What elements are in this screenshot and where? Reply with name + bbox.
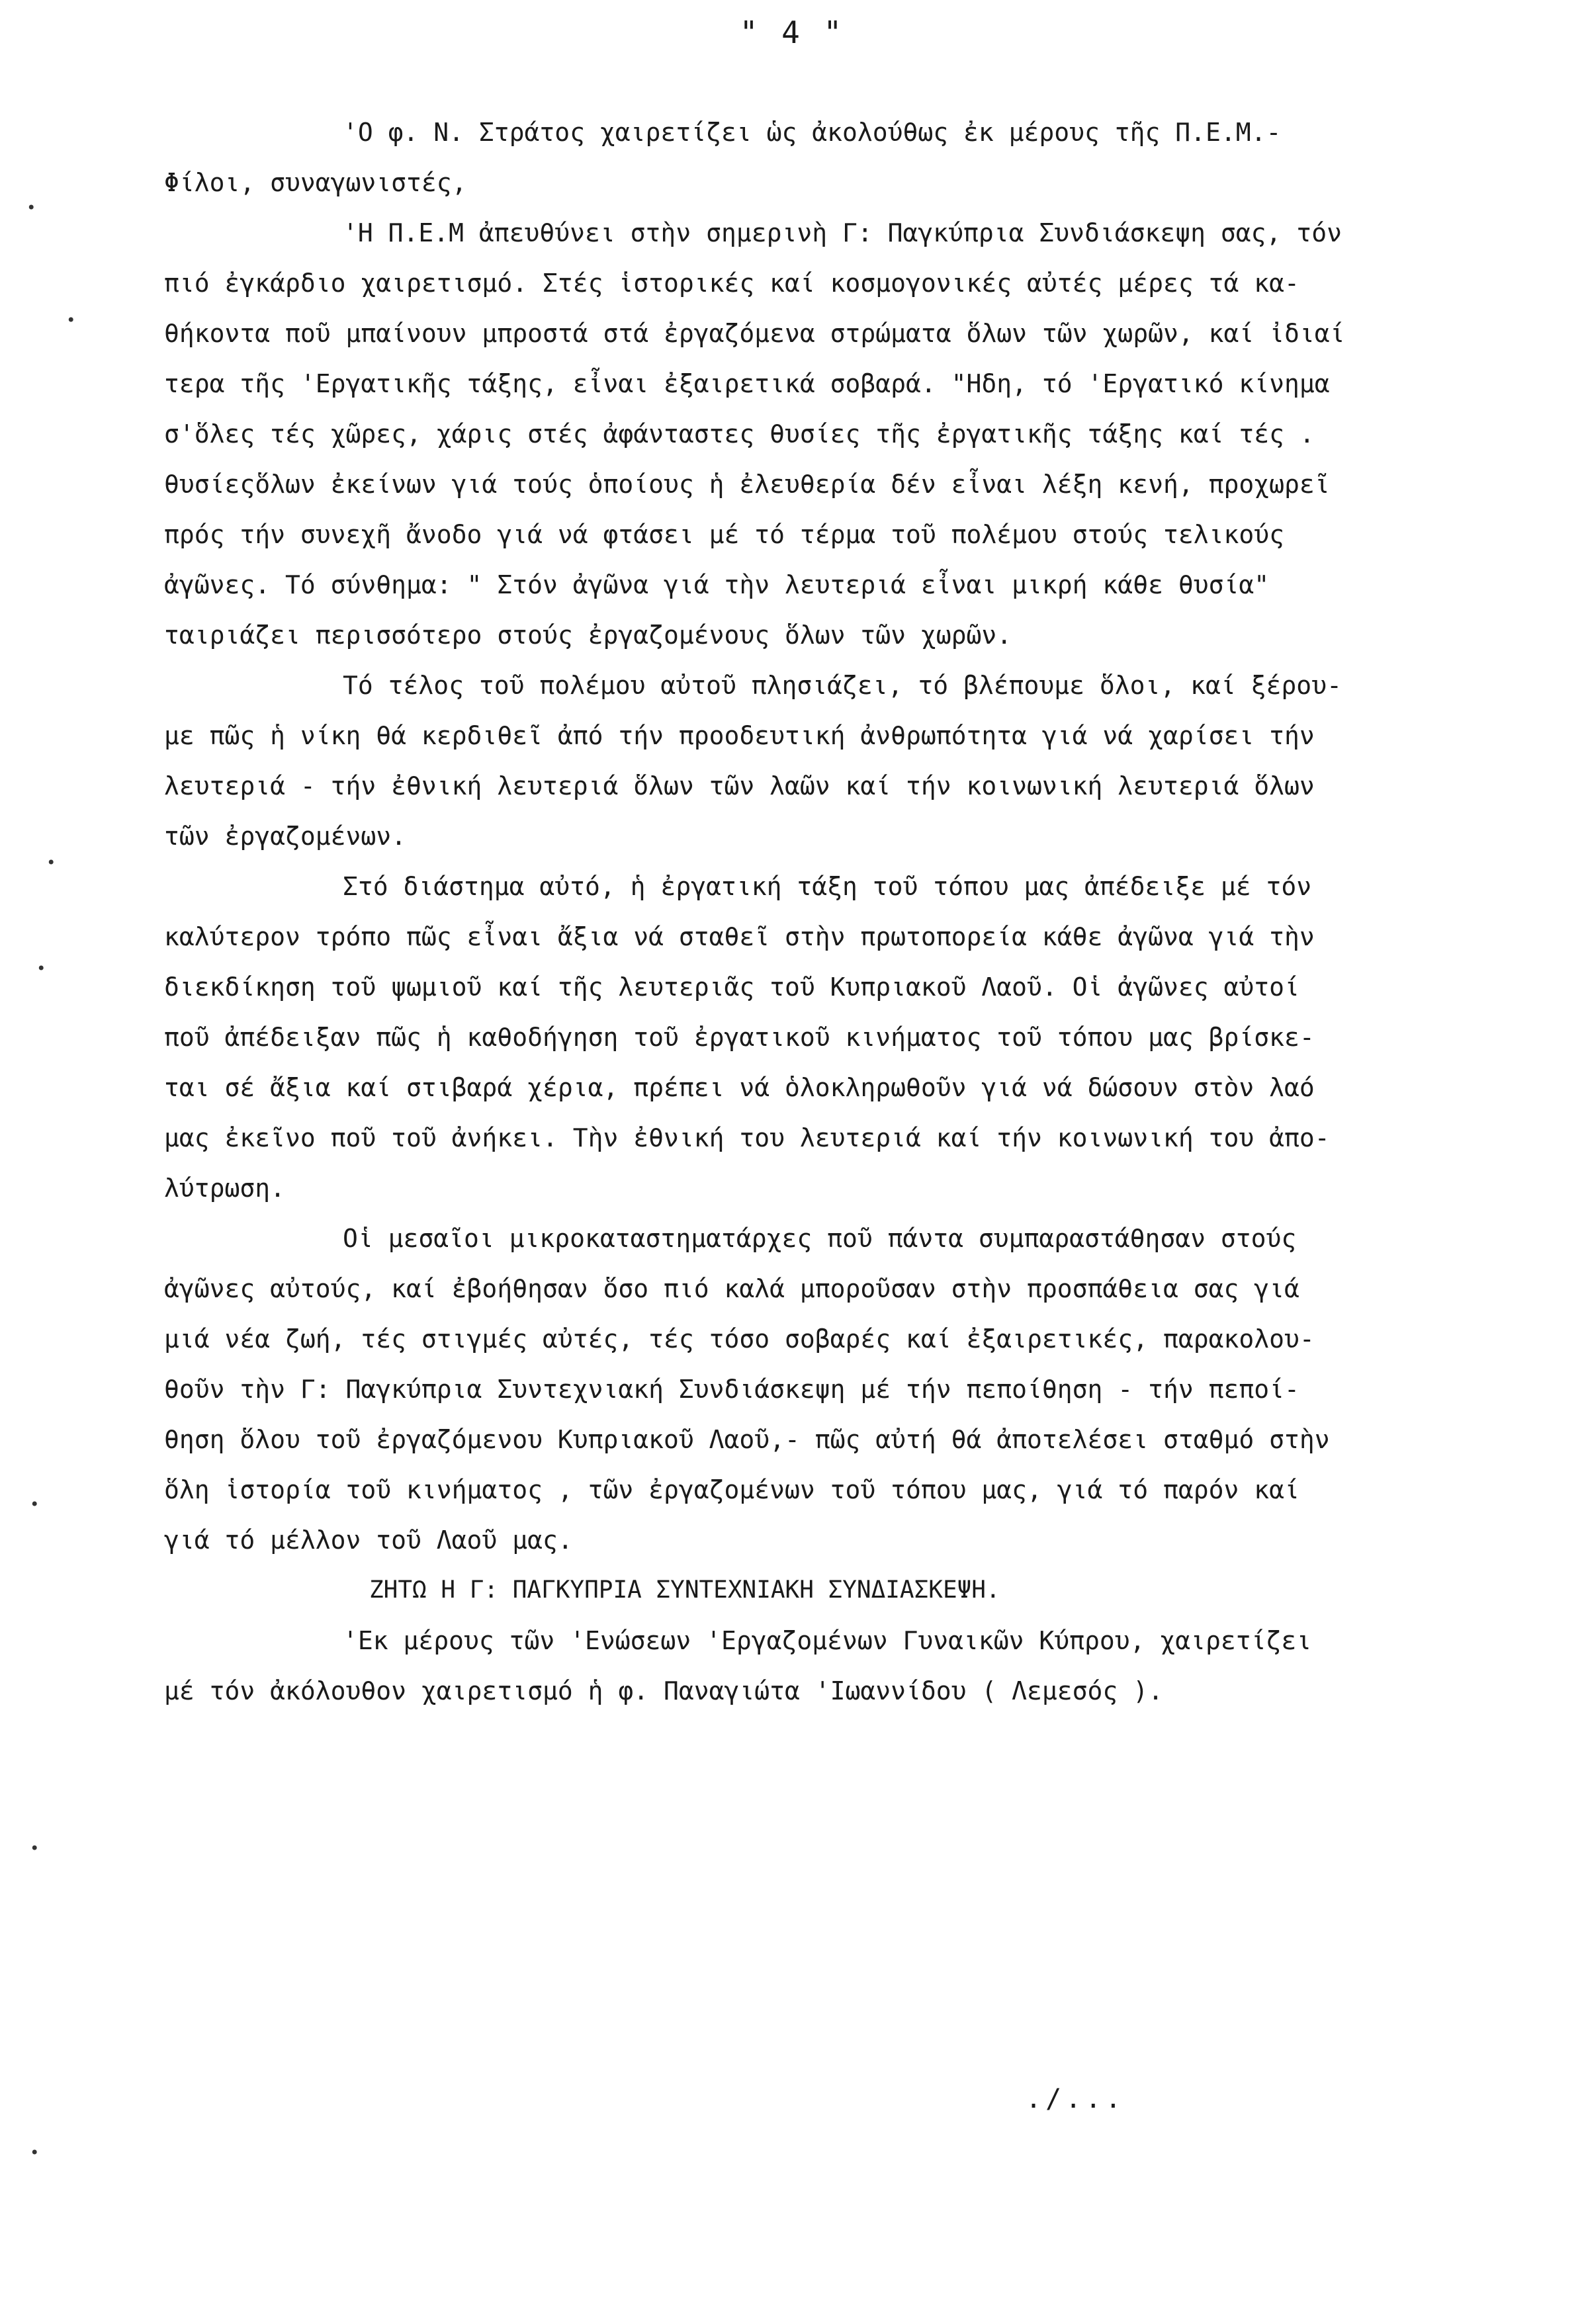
paragraph-line: ὅλη ἱστορία τοῦ κινήματος , τῶν ἐργαζομένων τοῦ τόπου μας, γιά τό παρόν καί [164,1475,1299,1504]
paragraph-line: θηση ὅλου τοῦ ἐργαζόμενου Κυπριακοῦ Λαοῦ,- πῶς αὐτή θά ἀποτελέσει σταθμό στὴν [164,1425,1330,1454]
paragraph-line: διεκδίκηση τοῦ ψωμιοῦ καί τῆς λευτεριᾶς τοῦ Κυπριακοῦ Λαοῦ. Οἱ ἀγῶνες αὐτοί [164,972,1299,1002]
paragraph-line: 'Ο φ. Ν. Στράτος χαιρετίζει ὡς ἀκολούθως ἐκ μέρους τῆς Π.Ε.Μ.- [343,118,1282,147]
paragraph-line: ἀγῶνες. Τό σύνθημα: " Στόν ἀγῶνα γιά τὴν λευτεριά εἶναι μικρή κάθε θυσία" [164,570,1270,599]
paragraph-line: Στό διάστημα αὐτό, ἡ ἐργατική τάξη τοῦ τόπου μας ἀπέδειξε μέ τόν [343,872,1312,901]
paragraph-line: μιά νέα ζωή, τές στιγμές αὐτές, τές τόσο σοβαρές καί ἐξαιρετικές, παρακολου- [164,1324,1315,1354]
paragraph-line: θήκοντα ποῦ μπαίνουν μπροστά στά ἐργαζόμενα στρώματα ὅλων τῶν χωρῶν, καί ἰδιαί [164,319,1345,348]
paragraph-line: λύτρωση. [164,1174,286,1203]
paragraph-line: καλύτερον τρόπο πῶς εἶναι ἄξια νά σταθεῖ στὴν πρωτοπορεία κάθε ἀγῶνα γιά τὴν [164,922,1315,951]
paragraph-line: 'Εκ μέρους τῶν 'Ενώσεων 'Εργαζομένων Γυναικῶν Κύπρου, χαιρετίζει [343,1626,1312,1655]
paragraph-line: ἀγῶνες αὐτούς, καί ἐβοήθησαν ὅσο πιό καλά μποροῦσαν στὴν προσπάθεια σας γιά [164,1274,1299,1303]
paragraph-line: με πῶς ἡ νίκη θά κερδιθεῖ ἀπό τήν προοδευτική ἀνθρωπότητα γιά νά χαρίσει τήν [164,721,1315,750]
margin-dot: • [30,1839,40,1858]
margin-dot: • [26,198,36,217]
paragraph-line: 'Η Π.Ε.Μ ἀπευθύνει στὴν σημερινὴ Γ: Παγκύπρια Συνδιάσκεψη σας, τόν [343,218,1342,247]
margin-dot: • [30,1495,40,1514]
paragraph-line: γιά τό μέλλον τοῦ Λαοῦ μας. [164,1526,573,1555]
paragraph-line: θυσίεςὅλων ἐκείνων γιά τούς ὁποίους ἡ ἐλευθερία δέν εἶναι λέξη κενή, προχωρεῖ [164,470,1330,499]
paragraph-line: τῶν ἐργαζομένων. [164,822,407,851]
paragraph-line: θοῦν τὴν Γ: Παγκύπρια Συντεχνιακή Συνδιάσκεψη μέ τήν πεποίθηση - τήν πεποί- [164,1375,1299,1404]
paragraph-line: μέ τόν ἀκόλουθον χαιρετισμό ἡ φ. Παναγιώτα 'Ιωαννίδου ( Λεμεσός ). [164,1676,1163,1705]
margin-dot: • [36,959,46,978]
paragraph-line: πρός τήν συνεχῆ ἄνοδο γιά νά φτάσει μέ τό τέρμα τοῦ πολέμου στούς τελικούς [164,520,1284,549]
margin-dot: • [66,311,76,329]
paragraph-line: ται σέ ἄξια καί στιβαρά χέρια, πρέπει νά ὁλοκληρωθοῦν γιά νά δώσουν στὸν λαό [164,1073,1315,1102]
paragraph-line: Οἱ μεσαῖοι μικροκαταστηματάρχες ποῦ πάντα συμπαραστάθησαν στούς [343,1224,1297,1253]
paragraph-line: Τό τέλος τοῦ πολέμου αὐτοῦ πλησιάζει, τό βλέπουμε ὅλοι, καί ξέρου- [343,671,1342,700]
paragraph-line: Φίλοι, συναγωνιστές, [164,168,467,197]
page-number: " 4 " [739,15,845,50]
paragraph-line: μας ἐκεῖνο ποῦ τοῦ ἀνήκει. Τὴν ἐθνική του λευτεριά καί τήν κοινωνική του ἀπο- [164,1123,1330,1152]
paragraph-line: ποῦ ἀπέδειξαν πῶς ἡ καθοδήγηση τοῦ ἐργατικοῦ κινήματος τοῦ τόπου μας βρίσκε- [164,1023,1315,1052]
paragraph-line: πιό ἐγκάρδιο χαιρετισμό. Στές ἱστορικές καί κοσμογονικές αὐτές μέρες τά κα- [164,269,1299,298]
continuation-mark: ./... [1026,2084,1125,2114]
margin-dot: • [30,2143,40,2162]
paragraph-line: λευτεριά - τήν ἐθνική λευτεριά ὅλων τῶν λαῶν καί τήν κοινωνική λευτεριά ὅλων [164,771,1315,800]
paragraph-line: ταιριάζει περισσότερο στούς ἐργαζομένους ὅλων τῶν χωρῶν. [164,621,1012,650]
paragraph-line: τερα τῆς 'Εργατικῆς τάξης, εἶναι ἐξαιρετικά σοβαρά. "Ηδη, τό 'Εργατικό κίνημα [164,369,1330,398]
document-body [164,107,1494,1716]
margin-dot: • [46,853,56,872]
slogan-heading: ΖΗΤΩ Η Γ: ΠΑΓΚΥΠΡΙΑ ΣΥΝΤΕΧΝΙΑΚΗ ΣΥΝΔΙΑΣΚΕΨΗ. [369,1576,1000,1604]
paragraph-line: σ'ὅλες τές χῶρες, χάρις στές ἀφάνταστες θυσίες τῆς ἐργατικῆς τάξης καί τές . [164,419,1315,449]
